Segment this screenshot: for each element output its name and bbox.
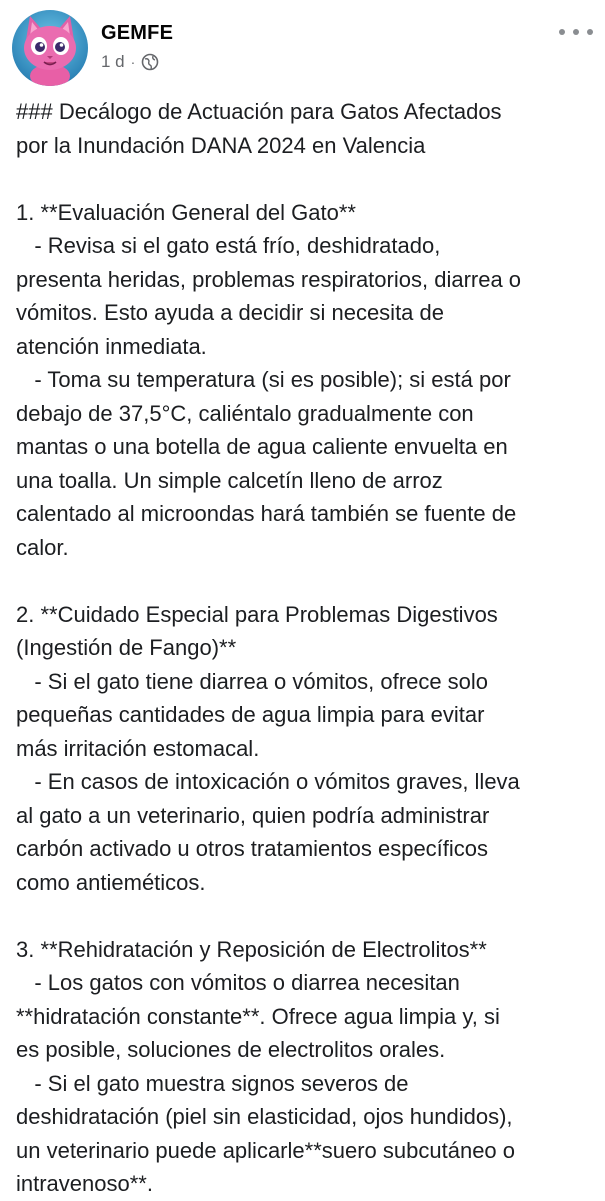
text-line: - Si el gato muestra signos severos de bbox=[16, 1070, 409, 1096]
section-3-title: 3. **Rehidratación y Reposición de Electrolitos** bbox=[16, 936, 487, 962]
text-line: como antieméticos. bbox=[16, 869, 206, 895]
text-line: pequeñas cantidades de agua limpia para evitar bbox=[16, 702, 485, 727]
text-line: mantas o una botella de agua caliente envuelta en bbox=[16, 434, 508, 459]
more-dot bbox=[559, 29, 565, 35]
text-line: carbón activado u otros tratamientos específicos bbox=[16, 836, 489, 861]
text-line: - Revisa si el gato está frío, deshidratado, bbox=[16, 233, 441, 258]
text-line: debajo de 37,5°C, caliéntalo gradualmente con bbox=[16, 400, 474, 426]
text-line: presenta heridas, problemas respiratorios, diarrea o bbox=[16, 266, 522, 292]
paragraph-spacer bbox=[16, 162, 598, 196]
text-line: - Toma su temperatura (si es posible); si está por bbox=[16, 367, 511, 392]
text-line: calentado al microondas hará también se fuente de bbox=[16, 501, 517, 526]
post-title-line: ### Decálogo de Actuación para Gatos Afectados bbox=[16, 99, 502, 124]
paragraph-spacer bbox=[16, 899, 598, 933]
more-options-icon[interactable] bbox=[559, 22, 593, 42]
section-2-title: (Ingestión de Fango)** bbox=[16, 635, 237, 660]
section-2-title: 2. **Cuidado Especial para Problemas Digestivos bbox=[16, 601, 498, 627]
text-line: al gato a un veterinario, quien podría administrar bbox=[16, 802, 490, 828]
section-1-title: 1. **Evaluación General del Gato** bbox=[16, 199, 356, 225]
post-text bbox=[16, 95, 598, 1201]
text-line: calor. bbox=[16, 534, 69, 560]
paragraph-spacer bbox=[16, 564, 598, 598]
text-line: atención inmediata. bbox=[16, 333, 207, 359]
cat-avatar-icon[interactable] bbox=[12, 10, 88, 86]
more-dot bbox=[587, 29, 593, 35]
text-line: **hidratación constante**. Ofrece agua limpia y, si bbox=[16, 1003, 500, 1029]
post-meta bbox=[101, 52, 159, 72]
text-line: - En casos de intoxicación o vómitos graves, lleva bbox=[16, 769, 520, 794]
text-line: - Si el gato tiene diarrea o vómitos, ofrece solo bbox=[16, 668, 489, 694]
text-line: más irritación estomacal. bbox=[16, 735, 260, 761]
text-line: una toalla. Un simple calcetín lleno de arroz bbox=[16, 467, 443, 493]
post-title-line: por la Inundación DANA 2024 en Valencia bbox=[16, 132, 426, 158]
text-line: es posible, soluciones de electrolitos orales. bbox=[16, 1037, 446, 1062]
globe-icon[interactable] bbox=[141, 53, 159, 71]
text-line: vómitos. Esto ayuda a decidir si necesita de bbox=[16, 300, 445, 325]
more-dot bbox=[573, 29, 579, 35]
post-header bbox=[0, 0, 605, 92]
meta-separator: · bbox=[130, 54, 136, 70]
text-line: un veterinario puede aplicarle**suero subcutáneo o bbox=[16, 1137, 516, 1163]
post-author-name[interactable]: GEMFE bbox=[101, 22, 174, 44]
text-line: deshidratación (piel sin elasticidad, ojos hundidos), bbox=[16, 1104, 513, 1129]
post-time[interactable]: 1 d bbox=[101, 52, 125, 71]
text-line: - Los gatos con vómitos o diarrea necesitan bbox=[16, 970, 460, 995]
text-line: intravenoso**. bbox=[16, 1171, 153, 1196]
